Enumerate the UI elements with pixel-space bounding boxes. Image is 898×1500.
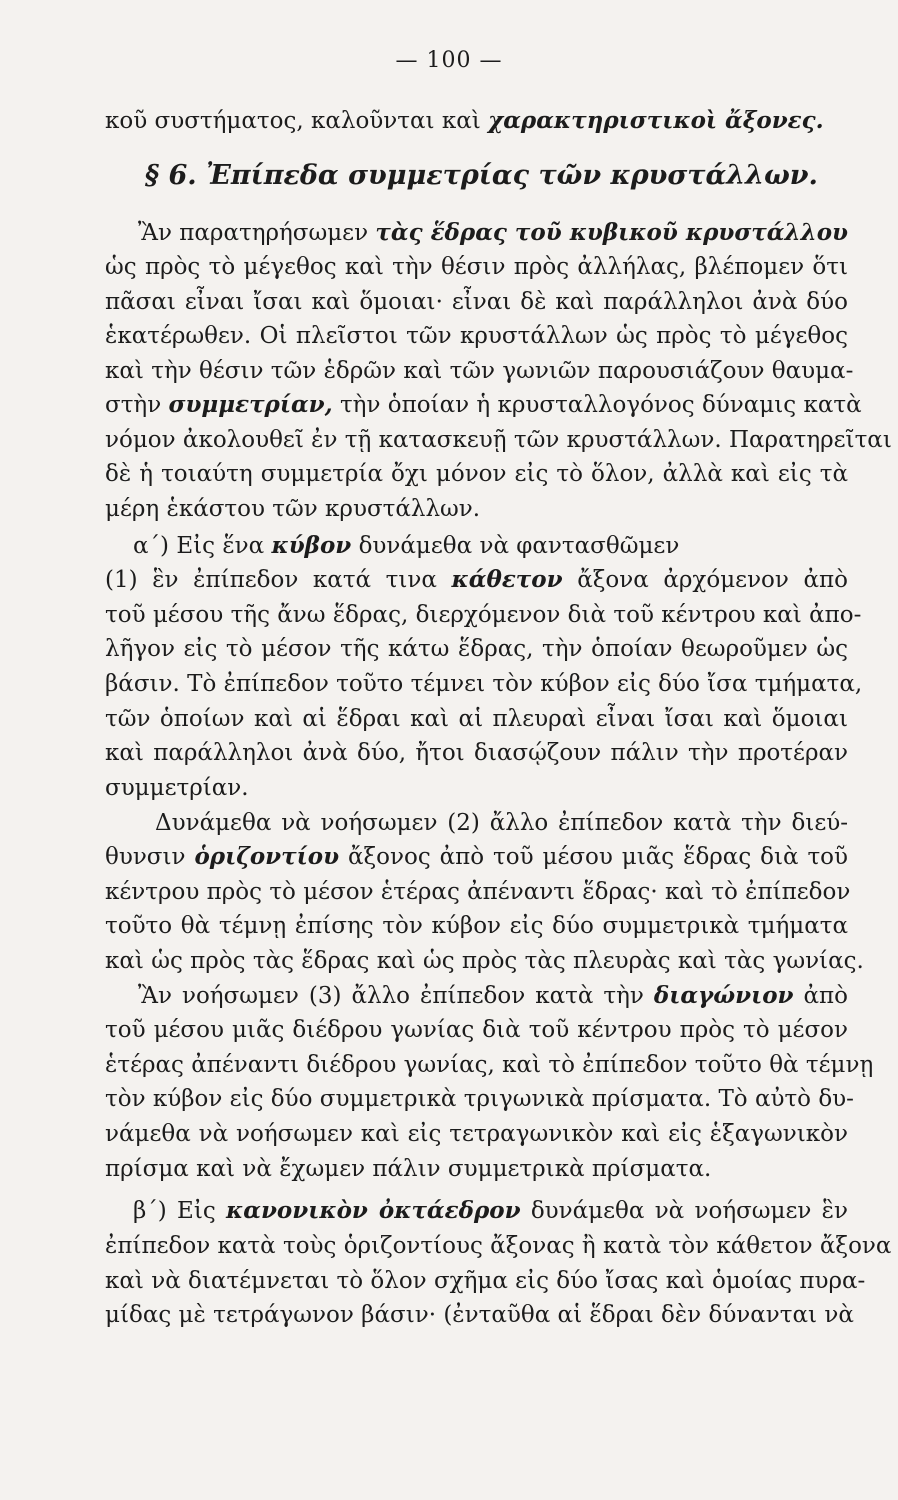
line-text: νάμεθα νὰ νοήσωμεν καὶ εἰς τετραγωνικὸν καὶ εἰς ἑξαγωνικὸν bbox=[105, 1121, 848, 1147]
line-text: θυνσιν bbox=[105, 844, 195, 870]
line-text: Δυνάμεθα νὰ νοήσωμεν (2) ἄλλο ἐπίπεδον κατὰ τὴν διεύ- bbox=[155, 810, 848, 836]
text-line bbox=[105, 944, 864, 978]
page-number: — 100 — bbox=[395, 48, 503, 73]
line-text: Ἂν νοήσωμεν (3) ἄλλο ἐπίπεδον κατὰ τὴν bbox=[138, 983, 654, 1009]
text-line bbox=[105, 875, 851, 909]
emphasized-term: κανονικὸν ὀκτάεδρον bbox=[226, 1197, 521, 1224]
line-text-continued: δυνάμεθα νὰ νοήσωμεν ἓν bbox=[520, 1198, 848, 1224]
line-text: α΄) Εἰς ἕνα bbox=[133, 533, 272, 559]
text-line bbox=[138, 979, 848, 1013]
line-text-continued: δυνάμεθα νὰ φαντασθῶμεν bbox=[351, 533, 680, 559]
text-line bbox=[105, 319, 848, 353]
emphasized-term: κύβον bbox=[271, 532, 352, 559]
emphasized-term: συμμετρίαν, bbox=[168, 391, 333, 418]
text-line bbox=[105, 563, 848, 597]
line-text: καὶ νὰ διατέμνεται τὸ ὅλον σχῆμα εἰς δύο ἴσας καὶ ὁμοίας πυρα- bbox=[105, 1268, 866, 1294]
text-line bbox=[105, 1264, 866, 1298]
text-line bbox=[105, 1152, 848, 1186]
line-text: δὲ ἡ τοιαύτη συμμετρία ὄχι μόνον εἰς τὸ ὅλον, ἀλλὰ καὶ εἰς τὰ bbox=[105, 461, 848, 487]
line-text: ἑκατέρωθεν. Οἱ πλεῖστοι τῶν κρυστάλλων ὡς πρὸς τὸ μέγεθος bbox=[105, 323, 848, 349]
text-line bbox=[105, 909, 848, 943]
line-text-continued: ἀπὸ bbox=[793, 983, 848, 1009]
line-text: μέρη ἑκάστου τῶν κρυστάλλων. bbox=[105, 496, 481, 522]
line-text: κοῦ συστήματος, καλοῦνται καὶ bbox=[105, 108, 489, 134]
line-text: Ἂν παρατηρήσωμεν bbox=[138, 220, 376, 246]
line-text: τοῦ μέσου μιᾶς διέδρου γωνίας διὰ τοῦ κέντρου πρὸς τὸ μέσον bbox=[105, 1017, 848, 1043]
line-text: πᾶσαι εἶναι ἴσαι καὶ ὅμοιαι· εἶναι δὲ καὶ παράλληλοι ἀνὰ δύο bbox=[105, 289, 848, 315]
text-line bbox=[105, 632, 848, 666]
text-line bbox=[105, 771, 848, 805]
text-line bbox=[105, 736, 848, 770]
line-text: τοῦ μέσου τῆς ἄνω ἕδρας, διερχόμενον διὰ τοῦ κέντρου καὶ ἀπο- bbox=[105, 602, 862, 628]
line-text: καὶ παράλληλοι ἀνὰ δύο, ἤτοι διασῴζουν πάλιν τὴν προτέραν bbox=[105, 740, 848, 766]
line-text: τοῦτο θὰ τέμνῃ ἐπίσης τὸν κύβον εἰς δύο συμμετρικὰ τμήματα bbox=[105, 913, 848, 939]
line-text: (1) ἓν ἐπίπεδον κατά τινα bbox=[105, 567, 452, 593]
text-line bbox=[105, 388, 862, 422]
emphasized-term: διαγώνιον bbox=[653, 982, 794, 1009]
text-line bbox=[105, 667, 863, 701]
text-line bbox=[105, 354, 854, 388]
line-text: πρίσμα καὶ νὰ ἔχωμεν πάλιν συμμετρικὰ πρίσματα. bbox=[105, 1156, 712, 1182]
text-line bbox=[155, 806, 848, 840]
text-line bbox=[105, 702, 848, 736]
text-line bbox=[105, 840, 848, 874]
text-line bbox=[105, 1117, 848, 1151]
line-text-continued: ἄξονα ἀρχόμενον ἀπὸ bbox=[562, 567, 848, 593]
line-text-continued: τὴν ὁποίαν ἡ κρυσταλλογόνος δύναμις κατὰ bbox=[332, 392, 862, 418]
line-text-continued: ἄξονος ἀπὸ τοῦ μέσου μιᾶς ἕδρας διὰ τοῦ bbox=[339, 844, 849, 870]
text-line bbox=[105, 492, 848, 526]
line-text: στὴν bbox=[105, 392, 169, 418]
text-line bbox=[105, 1048, 874, 1082]
line-text: τῶν ὁποίων καὶ αἱ ἕδραι καὶ αἱ πλευραὶ εἶναι ἴσαι καὶ ὅμοιαι bbox=[105, 706, 848, 732]
line-text: τὸν κύβον εἰς δύο συμμετρικὰ τριγωνικὰ πρίσματα. Τὸ αὐτὸ δυ- bbox=[105, 1086, 854, 1112]
section-heading: § 6. Ἐπίπεδα συμμετρίας τῶν κρυστάλλων. bbox=[145, 160, 818, 191]
text-line bbox=[105, 423, 892, 457]
text-line bbox=[133, 529, 848, 563]
text-line bbox=[133, 1194, 848, 1228]
line-text: νόμον ἀκολουθεῖ ἐν τῇ κατασκευῇ τῶν κρυστάλλων. Παρατηρεῖται bbox=[105, 427, 892, 453]
line-text: κέντρου πρὸς τὸ μέσον ἑτέρας ἀπέναντι ἕδρας· καὶ τὸ ἐπίπεδον bbox=[105, 879, 851, 905]
line-text: μίδας μὲ τετράγωνον βάσιν· (ἐνταῦθα αἱ ἕδραι δὲν δύνανται νὰ bbox=[105, 1302, 854, 1328]
text-line bbox=[105, 104, 848, 138]
text-line bbox=[138, 216, 848, 250]
line-text: καὶ ὡς πρὸς τὰς ἕδρας καὶ ὡς πρὸς τὰς πλευρὰς καὶ τὰς γωνίας. bbox=[105, 948, 864, 974]
line-text: ἐπίπεδον κατὰ τοὺς ὁριζοντίους ἄξονας ἢ κατὰ τὸν κάθετον ἄξονα bbox=[105, 1233, 892, 1259]
emphasized-term: τὰς ἕδρας τοῦ κυβικοῦ κρυστάλλου bbox=[375, 219, 849, 246]
line-text: ὡς πρὸς τὸ μέγεθος καὶ τὴν θέσιν πρὸς ἀλλήλας, βλέπομεν ὅτι bbox=[105, 254, 848, 280]
text-line bbox=[105, 457, 848, 491]
emphasized-term: χαρακτηριστικοὶ ἄξονες. bbox=[488, 107, 824, 134]
text-line bbox=[105, 1298, 854, 1332]
line-text: λῆγον εἰς τὸ μέσον τῆς κάτω ἕδρας, τὴν ὁποίαν θεωροῦμεν ὡς bbox=[105, 636, 848, 662]
line-text: καὶ τὴν θέσιν τῶν ἑδρῶν καὶ τῶν γωνιῶν παρουσιάζουν θαυμα- bbox=[105, 358, 854, 384]
line-text: β΄) Εἰς bbox=[133, 1198, 227, 1224]
text-line bbox=[105, 598, 862, 632]
text-line bbox=[105, 250, 848, 284]
text-line bbox=[105, 1082, 854, 1116]
line-text: συμμετρίαν. bbox=[105, 775, 249, 801]
text-line bbox=[105, 1229, 892, 1263]
text-line bbox=[105, 285, 848, 319]
line-text: βάσιν. Τὸ ἐπίπεδον τοῦτο τέμνει τὸν κύβον εἰς δύο ἴσα τμήματα, bbox=[105, 671, 863, 697]
text-line bbox=[105, 1013, 848, 1047]
line-text: ἑτέρας ἀπέναντι διέδρου γωνίας, καὶ τὸ ἐπίπεδον τοῦτο θὰ τέμνῃ bbox=[105, 1052, 874, 1078]
emphasized-term: κάθετον bbox=[451, 566, 563, 593]
emphasized-term: ὁριζοντίου bbox=[194, 843, 340, 870]
